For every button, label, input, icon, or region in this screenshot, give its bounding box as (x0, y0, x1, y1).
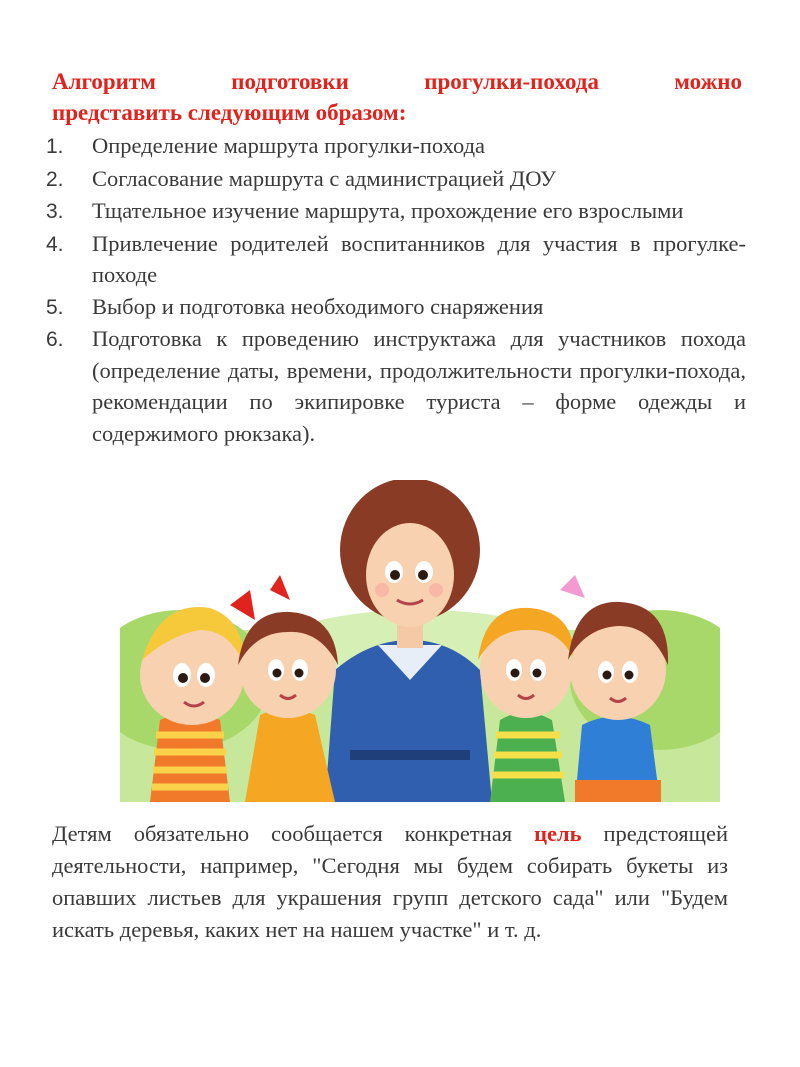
step-number: 1. (46, 135, 64, 158)
paragraph-text-after: предстоящей деятельности, например, "Сегодня мы будем собирать букеты из опавших листьев для украшения групп детского сада" или "Будем искать деревья, каких нет на нашем участке" и т. д. (52, 821, 728, 942)
step-item (46, 323, 746, 449)
step-text: Согласование маршрута с администрацией ДОУ (92, 165, 557, 191)
step-number: 4. (46, 232, 64, 256)
step-item (46, 291, 746, 324)
teacher-with-children-illustration (120, 480, 720, 802)
heading-line-2: представить следующим образом: (52, 100, 407, 125)
step-text: Определение маршрута прогулки-похода (92, 133, 486, 158)
step-item (46, 195, 746, 228)
heading (52, 66, 742, 128)
step-number: 2. (46, 167, 64, 191)
paragraph-text-before: Детям обязательно сообщается конкретная (52, 821, 535, 846)
step-item (46, 228, 746, 291)
step-item (46, 163, 746, 196)
step-number: 6. (46, 328, 64, 351)
steps-list (46, 130, 746, 449)
step-item (46, 130, 746, 163)
step-number: 3. (46, 200, 64, 223)
step-text: Тщательное изучение маршрута, прохождение его взрослыми (92, 198, 684, 223)
step-text: Выбор и подготовка необходимого снаряжения (92, 293, 544, 319)
step-text: Подготовка к проведению инструктажа для участников похода (определение даты, времени, продолжительности прогулки-похода, рекомендации по экипировке туриста – форме одежды и содержимого рюкзака). (92, 326, 746, 446)
paragraph-accent-word: цель (534, 821, 582, 846)
step-number: 5. (46, 295, 64, 319)
goal-paragraph (52, 818, 728, 946)
heading-line-1: Алгоритм подготовки прогулки-похода можно (52, 69, 742, 94)
step-text: Привлечение родителей воспитанников для участия в прогулке-походе (92, 230, 746, 287)
boy-right-figure (568, 602, 668, 802)
